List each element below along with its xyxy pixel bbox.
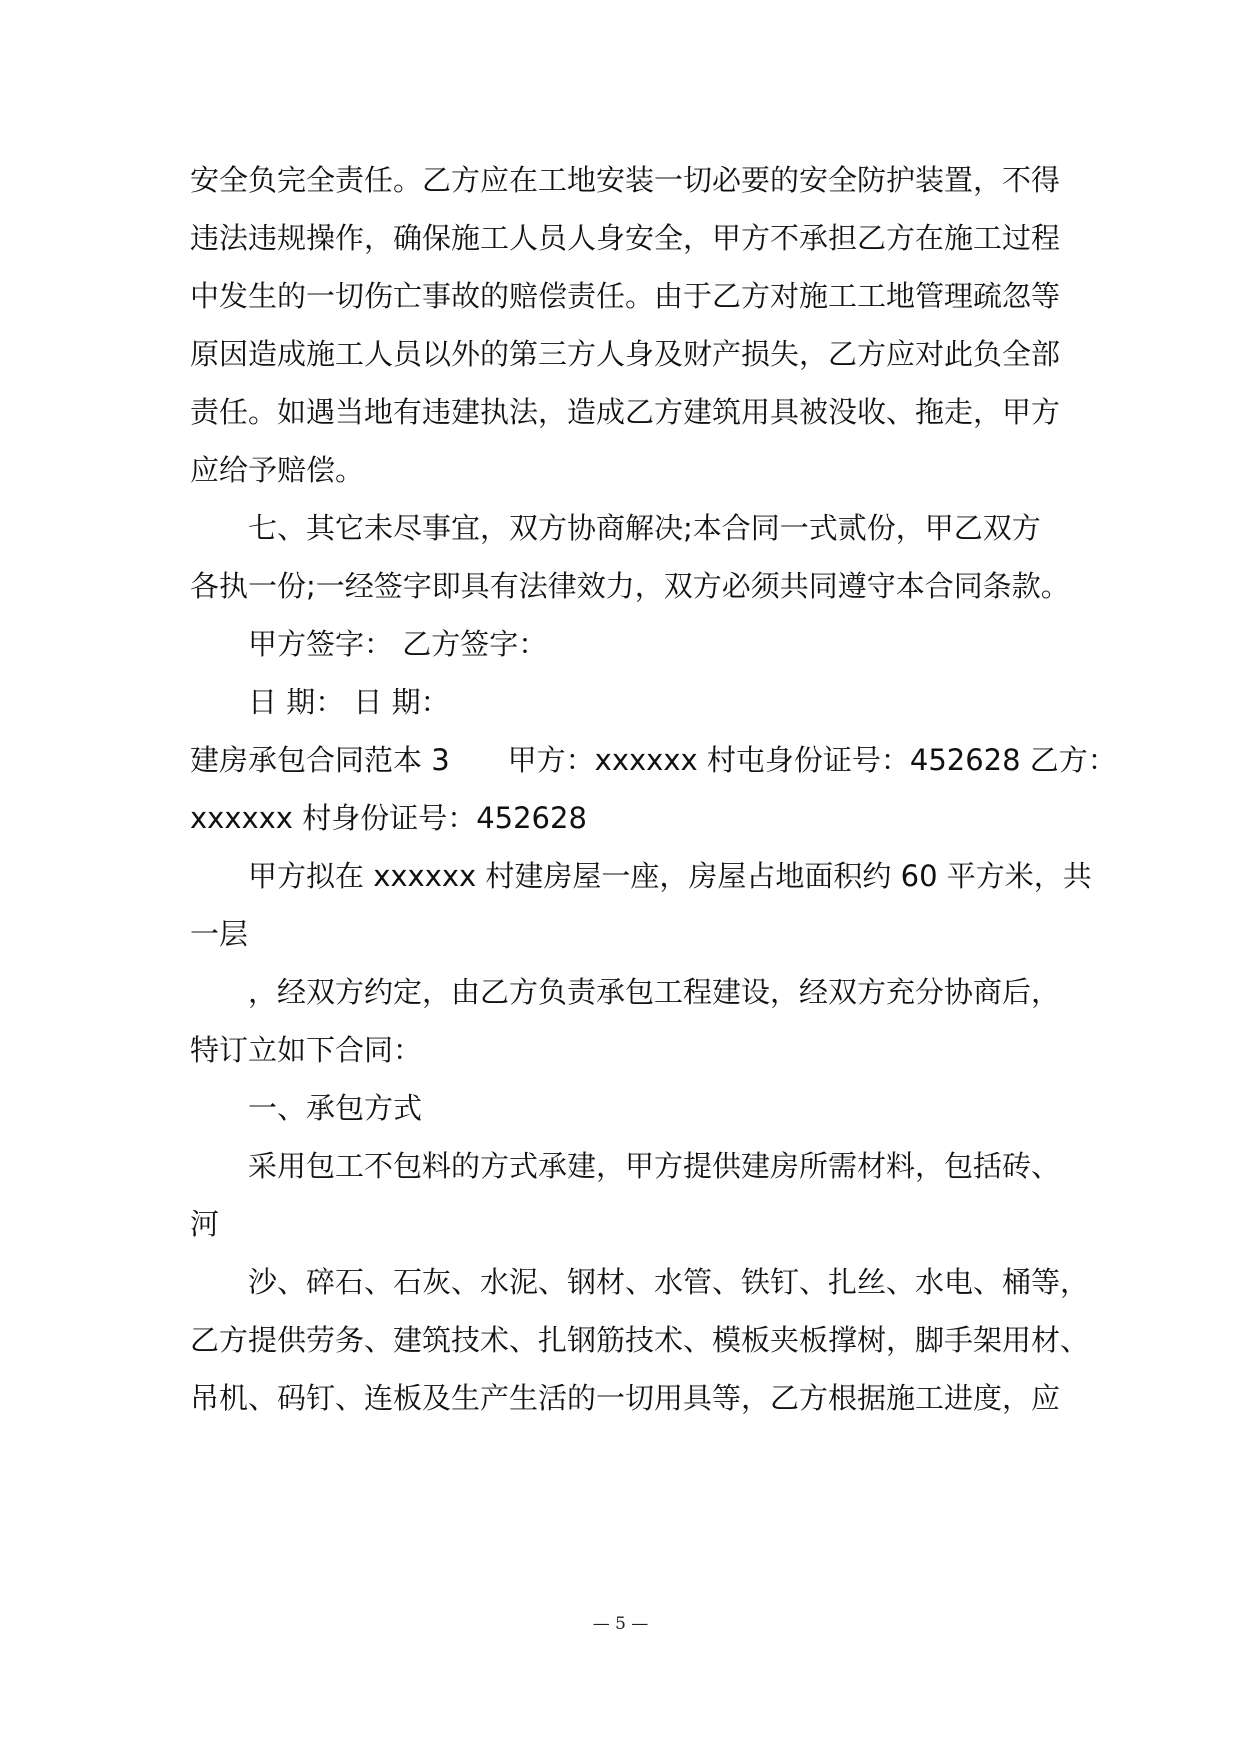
- text-line: 安全负完全责任。乙方应在工地安装一切必要的安全防护装置，不得: [190, 163, 1061, 197]
- section-title: 建房承包合同范本 3: [190, 743, 450, 777]
- text-line: 应给予赔偿。: [190, 453, 365, 487]
- page-number: — 5 —: [592, 1614, 649, 1634]
- text-line: 一层: [190, 917, 249, 951]
- text-line: 各执一份;一经签字即具有法律效力，双方必须共同遵守本合同条款。: [190, 569, 1070, 603]
- text-line: 七、其它未尽事宜，双方协商解决;本合同一式贰份，甲乙双方: [248, 511, 1041, 545]
- text-line: 中发生的一切伤亡事故的赔偿责任。由于乙方对施工工地管理疏忽等: [190, 279, 1061, 313]
- text-line: 乙方提供劳务、建筑技术、扎钢筋技术、模板夹板撑树，脚手架用材、: [190, 1323, 1090, 1357]
- text-line: 甲方拟在 xxxxxx 村建房屋一座，房屋占地面积约 60 平方米，共: [248, 859, 1092, 893]
- text-line: 违法违规操作，确保施工人员人身安全，甲方不承担乙方在施工过程: [190, 221, 1061, 255]
- text-line: xxxxxx 村身份证号：452628: [190, 801, 587, 835]
- party-info: 甲方：xxxxxx 村屯身份证号：452628 乙方：: [507, 743, 1117, 777]
- text-line: 原因造成施工人员以外的第三方人身及财产损失，乙方应对此负全部: [190, 337, 1061, 371]
- section-title-line: [190, 740, 1117, 780]
- text-line: 特订立如下合同：: [190, 1033, 423, 1067]
- text-line: ，经双方约定，由乙方负责承包工程建设，经双方充分协商后，: [248, 975, 1061, 1009]
- text-line: 采用包工不包料的方式承建，甲方提供建房所需材料，包括砖、: [248, 1149, 1061, 1183]
- section-heading: 一、承包方式: [248, 1091, 423, 1125]
- text-line: 责任。如遇当地有违建执法，造成乙方建筑用具被没收、拖走，甲方: [190, 395, 1061, 429]
- date-line: 日 期： 日 期：: [248, 685, 450, 719]
- text-line: 吊机、码钉、连板及生产生活的一切用具等，乙方根据施工进度，应: [190, 1381, 1061, 1415]
- signature-line: 甲方签字： 乙方签字：: [248, 627, 548, 661]
- text-line: 河: [190, 1207, 220, 1241]
- text-line: 沙、碎石、石灰、水泥、钢材、水管、铁钉、扎丝、水电、桶等，: [248, 1265, 1090, 1299]
